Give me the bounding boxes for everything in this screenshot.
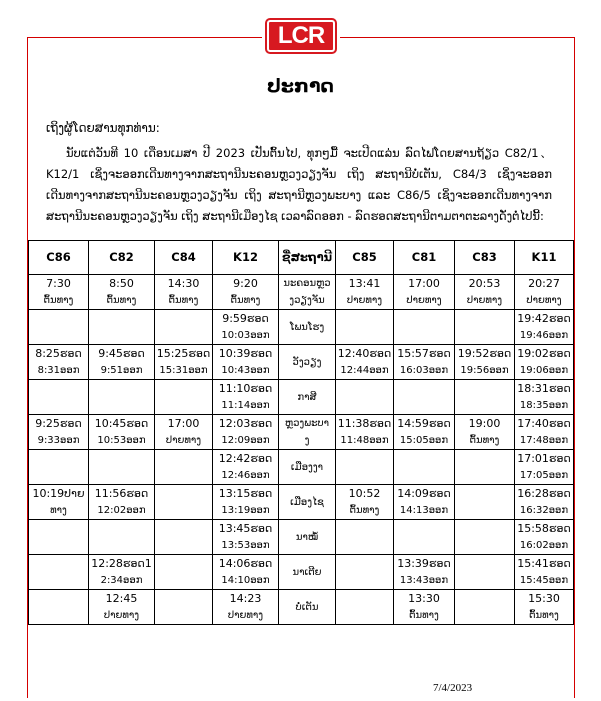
cell-line-1: 17:00 [408, 277, 440, 290]
cell-line-1: ຫຼວງພະບາ [284, 418, 330, 429]
cell-line-1: 17:01ຮອດ [517, 452, 571, 465]
cell-line-2: 11:48ອອກ [340, 435, 389, 446]
time-cell-k12 [213, 520, 279, 555]
time-cell-c84 [155, 450, 213, 485]
time-cell-c81 [394, 380, 455, 415]
time-cell-c86 [29, 555, 89, 590]
time-cell-k12 [213, 380, 279, 415]
station-cell [279, 450, 336, 485]
cell-line-2: 9:51ອອກ [100, 365, 143, 376]
cell-line-1: ວັງວຽງ [292, 356, 322, 368]
station-cell [279, 415, 336, 450]
time-cell-c83 [455, 450, 515, 485]
header-c84: C84 [155, 241, 213, 275]
cell-line-1: 17:00 [167, 417, 200, 430]
time-cell-c84 [155, 415, 213, 450]
cell-line-2: ປາຍທາງ [103, 610, 140, 621]
cell-line-1: ເມືອງໄຊ [290, 496, 324, 508]
header-k11: K11 [515, 241, 574, 275]
cell-line-1: 9:20 [233, 277, 258, 290]
cell-line-2: ງວຽງຈັນ [289, 295, 325, 306]
table-row [29, 415, 574, 450]
cell-line-2: ຕົ້ນທາງ [529, 610, 559, 621]
cell-line-1: 15:30 [528, 592, 560, 605]
station-cell [279, 520, 336, 555]
time-cell-c85 [336, 275, 394, 310]
cell-line-2: 17:48ອອກ [519, 435, 569, 446]
time-cell-c84 [155, 345, 213, 380]
station-cell [279, 345, 336, 380]
cell-line-2: 17:05ອອກ [519, 470, 569, 481]
station-cell [279, 485, 336, 520]
cell-line-2: 16:32ອອກ [519, 505, 569, 516]
time-cell-c86 [29, 450, 89, 485]
time-cell-k11 [515, 415, 574, 450]
cell-line-2: ຕົ້ນທາງ [106, 295, 137, 306]
cell-line-1: 13:41 [348, 277, 381, 290]
time-cell-c85 [336, 345, 394, 380]
table-row [29, 555, 574, 590]
cell-line-1: 13:39ຮອດ [397, 557, 451, 570]
cell-line-2: 19:46ອອກ [519, 330, 569, 341]
cell-line-1: 18:31ຮອດ [517, 382, 571, 395]
time-cell-c82 [89, 345, 155, 380]
cell-line-1: 13:15ຮອດ [218, 487, 273, 500]
cell-line-2: 13:19ອອກ [221, 505, 270, 516]
cell-line-2: 15:45ອອກ [519, 575, 569, 586]
time-cell-c81 [394, 450, 455, 485]
cell-line-1: 10:19ປາຍ [32, 487, 85, 500]
time-cell-c82 [89, 275, 155, 310]
time-cell-c85 [336, 450, 394, 485]
time-cell-c84 [155, 310, 213, 345]
cell-line-1: 10:39ຮອດ [218, 347, 273, 360]
station-cell [279, 380, 336, 415]
table-row [29, 275, 574, 310]
cell-line-2: 15:31ອອກ [159, 365, 208, 376]
table-row [29, 450, 574, 485]
cell-line-1: 12:40ຮອດ [337, 347, 392, 360]
cell-line-1: ນາໝໍ້ [295, 531, 319, 543]
cell-line-2: 12:44ອອກ [340, 365, 389, 376]
time-cell-c82 [89, 520, 155, 555]
time-cell-c83 [455, 485, 515, 520]
time-cell-c81 [394, 275, 455, 310]
header-c82: C82 [89, 241, 155, 275]
time-cell-c86 [29, 380, 89, 415]
cell-line-1: 12:42ຮອດ [218, 452, 273, 465]
cell-line-2: 19:06ອອກ [519, 365, 569, 376]
time-cell-k11 [515, 555, 574, 590]
time-cell-c83 [455, 555, 515, 590]
time-cell-c83 [455, 520, 515, 555]
cell-line-2: 15:05ອອກ [399, 435, 449, 446]
cell-line-1: 12:45 [105, 592, 138, 605]
cell-line-1: 17:40ຮອດ [517, 417, 571, 430]
time-cell-k11 [515, 590, 574, 625]
notice-title: ປະກາດ [267, 75, 334, 97]
time-cell-k12 [213, 485, 279, 520]
cell-line-1: ກາສີ [297, 391, 317, 403]
time-cell-c81 [394, 555, 455, 590]
time-cell-k11 [515, 345, 574, 380]
time-cell-c81 [394, 590, 455, 625]
cell-line-1: ນາເຕີຍ [292, 566, 322, 578]
header-c86: C86 [29, 241, 89, 275]
cell-line-2: ປາຍທາງ [406, 295, 442, 306]
time-cell-c85 [336, 380, 394, 415]
cell-line-2: 14:10ອອກ [221, 575, 270, 586]
lcr-logo [262, 15, 340, 57]
cell-line-2: 9:33ອອກ [37, 435, 80, 446]
cell-line-2: ງ [304, 435, 310, 446]
cell-line-2: 16:02ອອກ [519, 540, 569, 551]
time-cell-k12 [213, 310, 279, 345]
cell-line-1: 10:52 [348, 487, 381, 500]
cell-line-1: 15:41ຮອດ [517, 557, 571, 570]
time-cell-k11 [515, 380, 574, 415]
time-cell-c84 [155, 520, 213, 555]
notice-date: 7/4/2023 [433, 682, 473, 694]
cell-line-2: 16:03ອອກ [399, 365, 449, 376]
time-cell-k12 [213, 590, 279, 625]
header-c81: C81 [394, 241, 455, 275]
table-row [29, 485, 574, 520]
cell-line-2: ທາງ [50, 505, 67, 516]
time-cell-c86 [29, 485, 89, 520]
cell-line-1: 19:52ຮອດ [457, 347, 512, 360]
cell-line-1: 14:59ຮອດ [397, 417, 451, 430]
time-cell-c85 [336, 590, 394, 625]
cell-line-2: ຕົ້ນທາງ [168, 295, 199, 306]
cell-line-1: 20:27 [528, 277, 560, 290]
time-cell-c83 [455, 275, 515, 310]
time-cell-k11 [515, 520, 574, 555]
time-cell-c84 [155, 380, 213, 415]
header-station: ຊື່ສະຖານີ [279, 241, 336, 275]
time-cell-k12 [213, 450, 279, 485]
cell-line-1: ເມືອງງາ [290, 461, 324, 473]
time-cell-c86 [29, 345, 89, 380]
logo-badge [265, 18, 337, 54]
cell-line-2: 10:43ອອກ [221, 365, 270, 376]
time-cell-c82 [89, 590, 155, 625]
cell-line-2: 10:53ອອກ [97, 435, 146, 446]
cell-line-1: 14:09ຮອດ [397, 487, 451, 500]
time-cell-c84 [155, 485, 213, 520]
time-cell-c86 [29, 415, 89, 450]
logo-text: LCR [267, 20, 335, 52]
cell-line-2: ປາຍທາງ [466, 295, 503, 306]
time-cell-c81 [394, 310, 455, 345]
cell-line-2: 12:02ອອກ [97, 505, 146, 516]
cell-line-2: 10:03ອອກ [221, 330, 270, 341]
header-c85: C85 [336, 241, 394, 275]
cell-line-2: 12:09ອອກ [221, 435, 270, 446]
cell-line-1: 11:38ຮອດ [337, 417, 392, 430]
cell-line-1: 20:53 [468, 277, 501, 290]
header-c83: C83 [455, 241, 515, 275]
time-cell-c86 [29, 520, 89, 555]
time-cell-c83 [455, 415, 515, 450]
time-cell-k11 [515, 275, 574, 310]
time-cell-c81 [394, 485, 455, 520]
time-cell-c85 [336, 520, 394, 555]
cell-line-1: 19:00 [468, 417, 501, 430]
cell-line-1: 14:23 [229, 592, 262, 605]
time-cell-c82 [89, 450, 155, 485]
cell-line-1: 14:30 [167, 277, 200, 290]
table-row [29, 380, 574, 415]
cell-line-2: ຕົ້ນທາງ [409, 610, 439, 621]
station-cell [279, 310, 336, 345]
time-cell-c81 [394, 520, 455, 555]
cell-line-2: ປາຍທາງ [227, 610, 264, 621]
time-cell-c85 [336, 415, 394, 450]
cell-line-2: 14:13ອອກ [399, 505, 449, 516]
time-cell-c86 [29, 310, 89, 345]
cell-line-2: ຕົ້ນທາງ [230, 295, 261, 306]
cell-line-2: 18:35ອອກ [519, 400, 569, 411]
table-row [29, 590, 574, 625]
cell-line-1: 12:03ຮອດ [218, 417, 273, 430]
cell-line-1: 15:58ຮອດ [517, 522, 571, 535]
time-cell-c86 [29, 275, 89, 310]
station-cell [279, 555, 336, 590]
cell-line-1: 10:45ຮອດ [94, 417, 149, 430]
cell-line-2: 19:56ອອກ [460, 365, 509, 376]
time-cell-c81 [394, 345, 455, 380]
cell-line-1: 12:28ຮອດ1 [91, 557, 152, 570]
cell-line-1: 19:42ຮອດ [517, 312, 571, 325]
cell-line-1: 16:28ຮອດ [517, 487, 571, 500]
cell-line-2: 2:34ອອກ [100, 575, 143, 586]
table-row [29, 310, 574, 345]
time-cell-c82 [89, 380, 155, 415]
cell-line-2: ປາຍທາງ [165, 435, 202, 446]
cell-line-1: 13:30 [408, 592, 440, 605]
time-cell-c84 [155, 555, 213, 590]
cell-line-2: ຕົ້ນທາງ [469, 435, 500, 446]
table-header-row [29, 241, 574, 275]
cell-line-2: 13:53ອອກ [221, 540, 270, 551]
time-cell-c83 [455, 590, 515, 625]
cell-line-2: ປາຍທາງ [526, 295, 562, 306]
cell-line-1: ໂພນໂຮງ [289, 321, 325, 333]
cell-line-2: 13:43ອອກ [399, 575, 449, 586]
time-cell-c82 [89, 310, 155, 345]
cell-line-1: 9:45ຮອດ [98, 347, 145, 360]
cell-line-2: 8:31ອອກ [37, 365, 80, 376]
station-cell [279, 275, 336, 310]
time-cell-k12 [213, 275, 279, 310]
cell-line-1: 14:06ຮອດ [218, 557, 273, 570]
table-row [29, 345, 574, 380]
cell-line-1: 8:50 [109, 277, 134, 290]
time-cell-c82 [89, 555, 155, 590]
cell-line-1: 9:59ຮອດ [222, 312, 269, 325]
cell-line-2: ຕົ້ນທາງ [43, 295, 74, 306]
time-cell-k12 [213, 415, 279, 450]
greeting: ເຖິງຜູ້ໂດຍສານທຸກທ່ານ: [46, 121, 160, 135]
station-cell [279, 590, 336, 625]
time-cell-c86 [29, 590, 89, 625]
cell-line-1: ນະຄອນຫຼວ [283, 278, 331, 289]
time-cell-k12 [213, 555, 279, 590]
train-schedule-table [28, 240, 574, 625]
cell-line-1: 13:45ຮອດ [218, 522, 273, 535]
time-cell-c81 [394, 415, 455, 450]
cell-line-2: ຕົ້ນທາງ [349, 505, 380, 516]
time-cell-c84 [155, 275, 213, 310]
cell-line-1: 19:02ຮອດ [517, 347, 571, 360]
time-cell-c82 [89, 415, 155, 450]
cell-line-2: 11:14ອອກ [221, 400, 270, 411]
announcement-paragraph: ນັບແຕ່ວັນທີ 10 ເດືອນເມສາ ປີ 2023 ເປັນຕົ້ນໄປ, ທຸກໆມື້ ຈະເປີດແລ່ນ ລົດໄຟໂດຍສານຖ້ຽວ C82/1、K12/1 ເຊິ່ງຈະອອກເດີນທາງຈາກສະຖານີນະຄອນຫຼວງວຽງຈັນ ເຖິງ ສະຖານີບໍ່ເຕັນ, C84/3 ເຊິ່ງຈະອອກເດີນທາງຈາກສະຖານີນະຄອນຫຼວງວຽງຈັນ ເຖິງ ສະຖານີຫຼວງພະບາງ ແລະ C86/5 ເຊິ່ງຈະອອກເດີນທາງຈາກສະຖານີນະຄອນຫຼວງວຽງຈັນ ເຖິງ ສະຖານີເມືອງໄຊ ເວລາລົດອອກ - ລົດຮອດສະຖານີຕາມຕາຕະລາງດັ່ງຕໍ່ໄປນີ້: [46, 146, 552, 223]
cell-line-1: ບໍ່ເຕັນ [295, 601, 319, 613]
time-cell-k11 [515, 485, 574, 520]
table-row [29, 520, 574, 555]
time-cell-c85 [336, 310, 394, 345]
time-cell-c83 [455, 345, 515, 380]
time-cell-k11 [515, 310, 574, 345]
time-cell-c83 [455, 380, 515, 415]
time-cell-c84 [155, 590, 213, 625]
cell-line-1: 8:25ຮອດ [35, 347, 82, 360]
time-cell-c85 [336, 485, 394, 520]
time-cell-c83 [455, 310, 515, 345]
cell-line-1: 11:10ຮອດ [218, 382, 273, 395]
cell-line-2: 12:46ອອກ [221, 470, 270, 481]
time-cell-c82 [89, 485, 155, 520]
cell-line-2: ປາຍທາງ [346, 295, 383, 306]
cell-line-1: 11:56ຮອດ [94, 487, 149, 500]
cell-line-1: 15:57ຮອດ [397, 347, 451, 360]
time-cell-k12 [213, 345, 279, 380]
time-cell-c85 [336, 555, 394, 590]
cell-line-1: 7:30 [46, 277, 71, 290]
time-cell-k11 [515, 450, 574, 485]
cell-line-1: 9:25ຮອດ [35, 417, 82, 430]
cell-line-1: 15:25ຮອດ [156, 347, 211, 360]
header-k12: K12 [213, 241, 279, 275]
